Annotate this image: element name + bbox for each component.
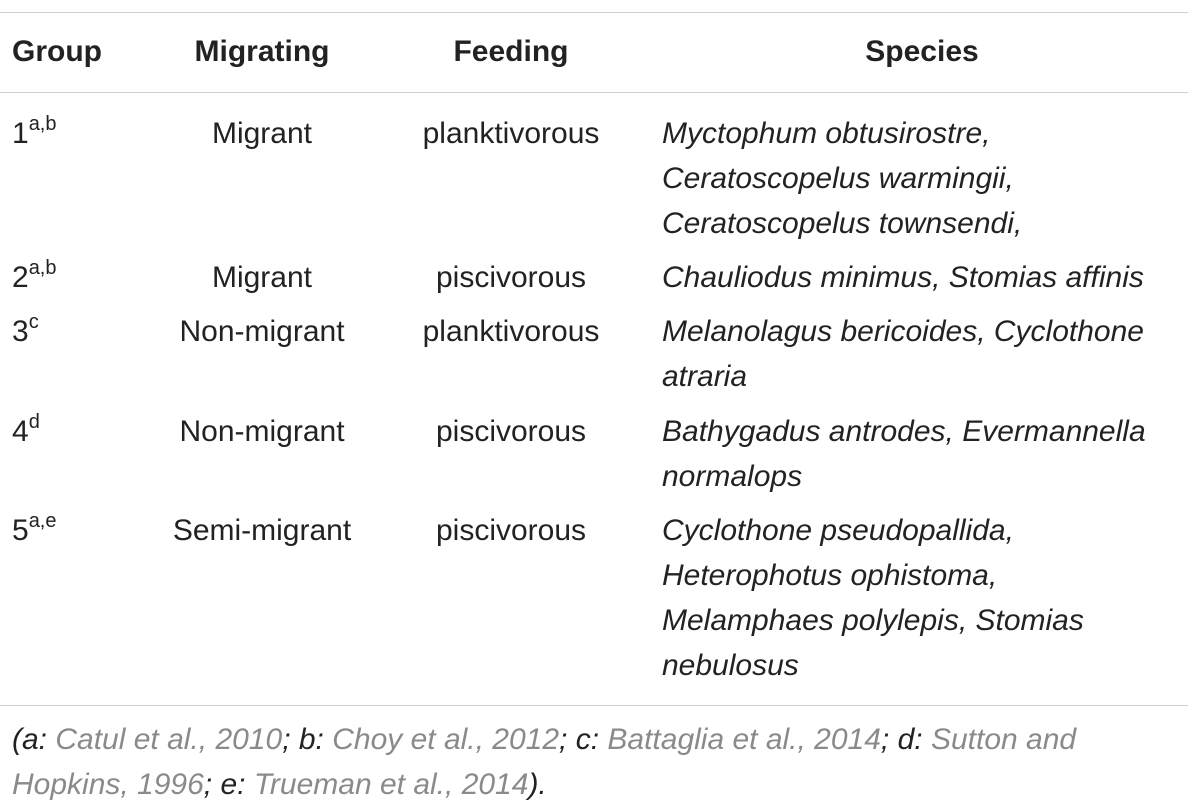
species-line: Bathygadus antrodes, Evermannella [662,415,1146,448]
migrating-cell: Semi-migrant [172,514,352,547]
group-superscript: a,b [28,257,57,279]
footnote-line [12,762,1188,807]
species-line: Cyclothone pseudopallida, [662,514,1014,547]
migrating-cell: Migrant [211,261,313,294]
footnote-line [12,717,1188,762]
group-number: 5 [12,514,29,547]
footnote-text: ). [528,768,547,801]
species-line: Ceratoscopelus warmingii, [662,162,1014,195]
feeding-cell: planktivorous [422,117,600,150]
group-cell [12,309,39,354]
group-number: 2 [12,261,29,294]
footnote-text: ; d: [880,723,931,756]
species-line: atraria [662,360,748,393]
species-line: Melamphaes polylepis, Stomias [662,604,1084,637]
citation-link[interactable]: Battaglia et al., 2014 [607,723,881,756]
group-cell [12,508,57,553]
species-line: Ceratoscopelus townsendi, [662,207,1023,240]
header-species: Species [865,35,979,68]
migrating-cell: Migrant [211,117,313,150]
group-cell [12,409,40,454]
citation-link[interactable]: Choy et al., 2012 [332,723,560,756]
group-superscript: a,e [28,510,57,532]
header-migrating: Migrating [194,35,330,68]
species-line: Heterophotus ophistoma, [662,559,998,592]
migrating-cell: Non-migrant [179,315,345,348]
species-line: Chauliodus minimus, Stomias affinis [662,261,1144,294]
footnote-text: ; b: [282,723,333,756]
citation-link[interactable]: Sutton and [930,723,1077,756]
group-cell [12,255,57,300]
table-top-rule [0,12,1188,13]
species-line: normalops [662,460,803,493]
header-feeding: Feeding [453,35,569,68]
feeding-cell: piscivorous [435,415,587,448]
citation-link[interactable]: Catul et al., 2010 [55,723,283,756]
species-line: Myctophum obtusirostre, [662,117,991,150]
group-number: 3 [12,315,29,348]
citation-link[interactable]: Hopkins, 1996 [12,768,204,801]
group-superscript: c [28,311,39,333]
footnote-text: ; c: [559,723,608,756]
feeding-cell: piscivorous [435,261,587,294]
feeding-cell: piscivorous [435,514,587,547]
citation-link[interactable]: Trueman et al., 2014 [253,768,529,801]
header-group: Group [12,35,102,68]
species-line: nebulosus [662,649,799,682]
table-footnote [12,717,1188,807]
footnote-text: ; e: [203,768,254,801]
migrating-cell: Non-migrant [179,415,345,448]
group-number: 4 [12,415,29,448]
table-bottom-rule [0,705,1188,706]
group-superscript: d [28,411,40,433]
footnote-text: (a: [12,723,56,756]
group-superscript: a,b [28,113,57,135]
group-number: 1 [12,117,29,150]
group-cell [12,111,57,156]
species-line: Melanolagus bericoides, Cyclothone [662,315,1144,348]
feeding-cell: planktivorous [422,315,600,348]
table-header-rule [0,92,1188,93]
